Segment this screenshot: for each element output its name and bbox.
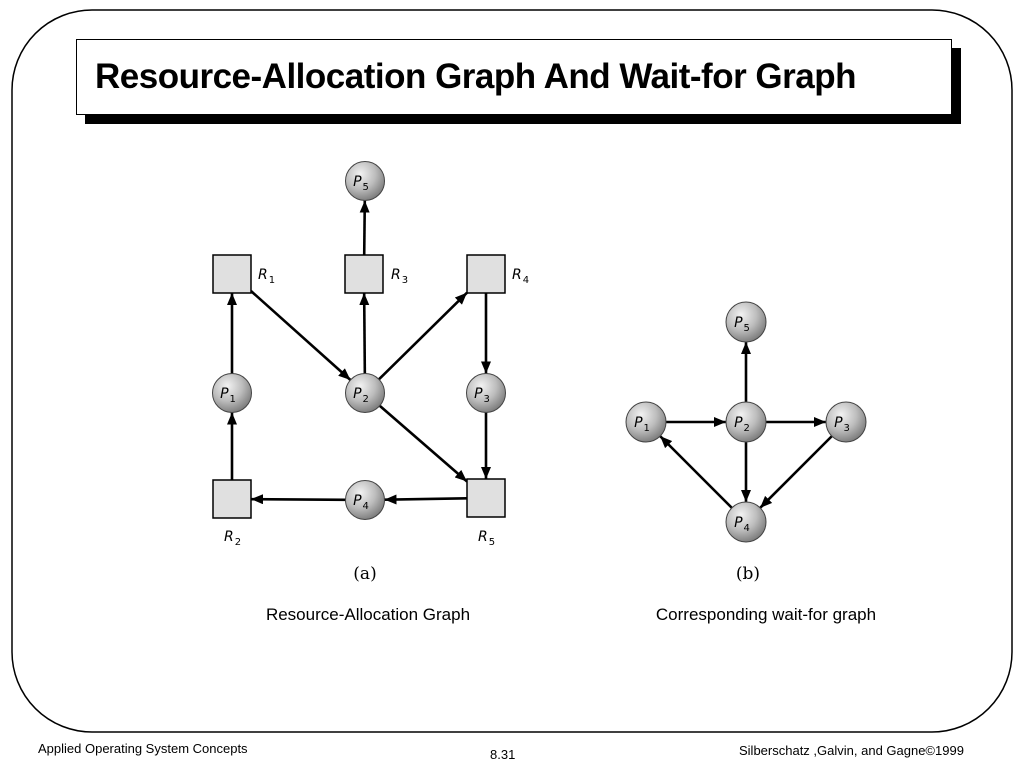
footer-right: Silberschatz ,Galvin, and Gagne©1999 [739,743,964,758]
process-label: $P_5$ [734,315,750,334]
rag-edge-p4-to-r2 [251,499,346,500]
rag-process-p2 [346,374,385,413]
panel-label-b: (b) [735,564,761,584]
process-circle [346,374,385,413]
caption-b: Corresponding wait-for graph [655,605,877,624]
process-label: $P_3$ [474,386,490,405]
rag-resource-r4 [467,255,529,293]
process-label: $P_4$ [353,493,369,512]
resource-box [345,255,383,293]
resource-label: $R_5$ [478,529,496,548]
footer-left: Applied Operating System Concepts [38,741,248,756]
resource-box [213,255,251,293]
process-label: $P_1$ [634,415,650,434]
rag-process-p1 [213,374,252,413]
process-circle [467,374,506,413]
wfg-edge-p3-to-p4 [760,436,832,508]
process-circle [726,402,766,442]
process-label: $P_2$ [734,415,750,434]
resource-label: $R_2$ [224,529,242,548]
process-label: $P_1$ [220,386,236,405]
rag-resource-r1 [213,255,275,293]
rag-edge-p2-to-r3 [364,293,365,374]
wfg-process-p5 [726,302,766,342]
process-circle [826,402,866,442]
rag-edge-p2-to-r5 [380,406,467,482]
resource-box [467,255,505,293]
process-circle [213,374,252,413]
process-circle [346,162,385,201]
rag-process-p4 [346,481,385,520]
wait-for-graph [626,302,866,542]
process-label: $P_5$ [353,174,369,193]
rag-edge-p2-to-r4 [379,293,467,380]
resource-box [467,479,505,517]
footer-page-number: 8.31 [490,747,516,762]
resource-box [213,480,251,518]
rag-resource-r2 [213,480,251,548]
process-label: $P_2$ [353,386,369,405]
wfg-process-p3 [826,402,866,442]
rag-process-p5 [346,162,385,201]
resource-label: $R_1$ [258,267,276,286]
panel-label-a: (a) [353,564,377,584]
process-circle [726,502,766,542]
rag-edge-r1-to-p2 [251,291,350,380]
wfg-process-p1 [626,402,666,442]
rag-resource-r3 [345,255,408,293]
rag-resource-r5 [467,479,505,548]
wfg-process-p2 [726,402,766,442]
slide-title: Resource-Allocation Graph And Wait-for Graph [95,57,857,96]
caption-a: Resource-Allocation Graph [265,605,471,624]
wfg-process-p4 [726,502,766,542]
process-circle [726,302,766,342]
resource-label: $R_4$ [512,267,530,286]
process-label: $P_3$ [834,415,850,434]
wfg-edge-p4-to-p1 [660,436,732,508]
rag-edge-r5-to-p4 [384,498,467,499]
rag-process-p3 [467,374,506,413]
process-circle [346,481,385,520]
resource-allocation-graph [213,162,530,549]
rag-edge-r3-to-p5 [364,200,365,255]
process-circle [626,402,666,442]
resource-label: $R_3$ [391,267,409,286]
process-label: $P_4$ [734,515,750,534]
